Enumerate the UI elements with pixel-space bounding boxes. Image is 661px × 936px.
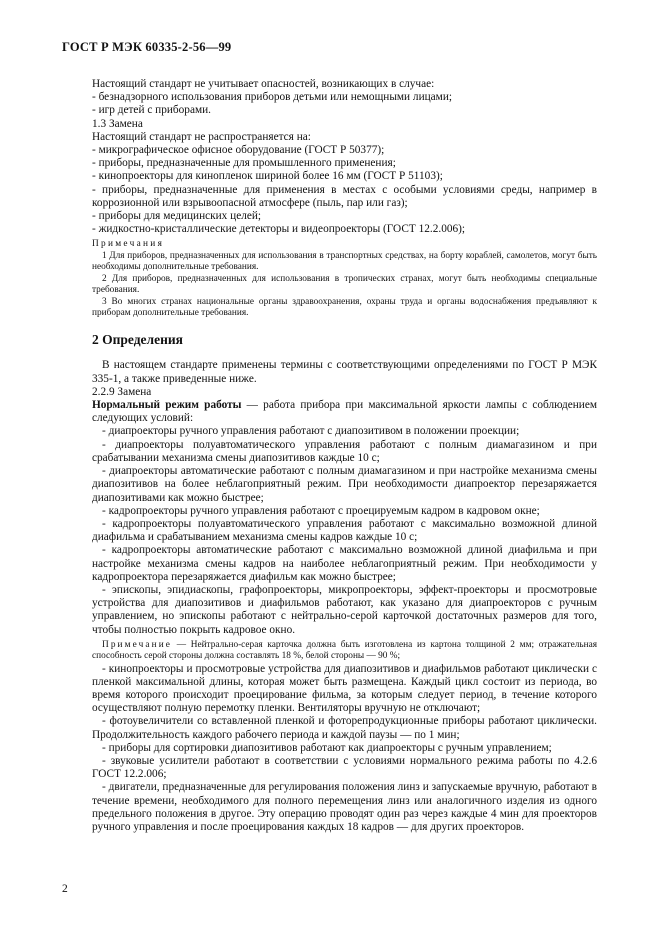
inline-note (92, 640, 597, 663)
condition-item: - кинопроекторы и просмотровые устройства для диапозитивов и диафильмов работают циклически с пленкой максимальной длины, которая может быть размещена. Каждый цикл состоит из периода, во время которого происходит проецирование фильма, за которым следует период, в течение которого осуществляют полную перемотку пленки. Вентиляторы вручную не отключают; (92, 662, 597, 715)
condition-item: - приборы для сортировки диапозитивов работают как диапроекторы с ручным управлением; (102, 741, 552, 754)
condition-item: - кадропроекторы полуавтоматического управления работают с максимально возможной длиной диафильма и срабатыванием механизма смены кадров каждые 10 с; (92, 517, 597, 544)
note-item: 3 Во многих странах национальные органы здравоохранения, охраны труда и органы водоснабжения предъявляют к приборам дополнительные требования. (92, 296, 597, 319)
note-item: 1 Для приборов, предназначенных для использования в транспортных средствах, на борту кораблей, самолетов, могут быть необходимы дополнительные требования. (92, 251, 597, 273)
notes-title: Примечания (92, 239, 165, 250)
inline-note-text: — Нейтрально-серая карточка должна быть изготовлена из картона толщиной 2 мм; отражательная способность серой стороны должна составлять 18 %, белой стороны — 90 %; (92, 639, 597, 662)
definitions-intro: В настоящем стандарте применены термины с соответствующими определениями по ГОСТ Р МЭК 335-1, а также приведенные ниже. (92, 359, 597, 385)
intro-line: - приборы, предназначенные для применения в местах с особыми условиями среды, например в коррозионной или взрывоопасной атмосфере (пыль, пар или газ); (92, 183, 597, 209)
note-item: 2 Для приборов, предназначенных для использования в тропических странах, могут быть необходимы специальные требования. (92, 273, 597, 296)
intro-line: - кинопроекторы для кинопленок шириной более 16 мм (ГОСТ Р 51103); (92, 170, 443, 183)
intro-line: - безнадзорного использования приборов детьми или немощными лицами; (92, 91, 453, 104)
intro-line: - игр детей с приборами. (92, 104, 211, 117)
page-content (92, 78, 597, 834)
condition-item: - диапроекторы ручного управления работают с диапозитивом в положении проекции; (102, 425, 520, 438)
intro-line: 1.3 Замена (92, 117, 143, 130)
intro-line: - жидкостно-кристаллические детекторы и видеопроекторы (ГОСТ 12.2.006); (92, 223, 466, 236)
intro-line: Настоящий стандарт не учитывает опасностей, возникающих в случае: (92, 78, 435, 90)
page-number: 2 (62, 883, 68, 895)
section-title: 2 Определения (92, 332, 183, 348)
condition-item: - двигатели, предназначенные для регулирования положения линз и запускаемые вручную, работают в течение времени, необходимого для полного перемещения линз или аналогичного изделия из одного предельного положения в другое. Эту операцию проводят один раз через каждые 4 мин для проекторов ручного управления и после проецирования каждых 18 кадров — для других проекторов. (92, 781, 597, 833)
term: Нормальный режим работы (92, 399, 242, 412)
condition-item: - звуковые усилители работают в соответствии с условиями нормального режима работы по 4.2.6 ГОСТ 12.2.006; (92, 754, 597, 781)
intro-line: - приборы для медицинских целей; (92, 210, 262, 223)
document-header: ГОСТ Р МЭК 60335-2-56—99 (62, 40, 232, 54)
term-definition (92, 399, 597, 425)
condition-item: - эпископы, эпидиаскопы, графопроекторы, микропроекторы, эффект-проекторы и просмотровые устройства для диапозитивов и диафильмов работают, как указано для диапроекторов с ручным управлением, но эпископы работают с нейтрально-серой карточкой достаточных размеров для того, чтобы полностью покрыть кадровое окно. (92, 583, 597, 636)
clause-number: 2.2.9 Замена (92, 385, 152, 398)
condition-item: - кадропроекторы ручного управления работают с проецируемым кадром в кадровом окне; (102, 504, 540, 517)
condition-item: - диапроекторы автоматические работают с полным диамагазином и при настройке механизма смены диапозитивов на более неблагоприятный режим. При необходимости диапроектор перезаряжается диапозитивами как можно быстрее; (92, 465, 597, 504)
condition-item: - диапроекторы полуавтоматического управления работают с полным диамагазином и при срабатывании механизма смены диапозитивов каждые 10 с; (92, 438, 597, 464)
intro-line: Настоящий стандарт не распространяется на: (92, 130, 311, 143)
intro-line: - приборы, предназначенные для промышленного применения; (92, 157, 396, 170)
term-definition-text: — работа прибора при максимальной яркости лампы с соблюдением следующих условий: (92, 399, 597, 425)
condition-item: - фотоувеличители со вставленной пленкой и фоторепродукционные приборы работают циклически. Продолжительность каждого рабочего периода и каждой паузы — по 1 мин; (92, 715, 597, 741)
condition-item: - кадропроекторы автоматические работают с максимально возможной длиной диафильма и при настройке механизма смены кадров на наиболее неблагоприятный режим. При необходимости у кадропроектора перезаряжается диафильм как можно быстрее; (92, 544, 597, 583)
inline-note-label: Примечание (102, 639, 172, 650)
intro-line: - микрографическое офисное оборудование (ГОСТ Р 50377); (92, 144, 385, 157)
